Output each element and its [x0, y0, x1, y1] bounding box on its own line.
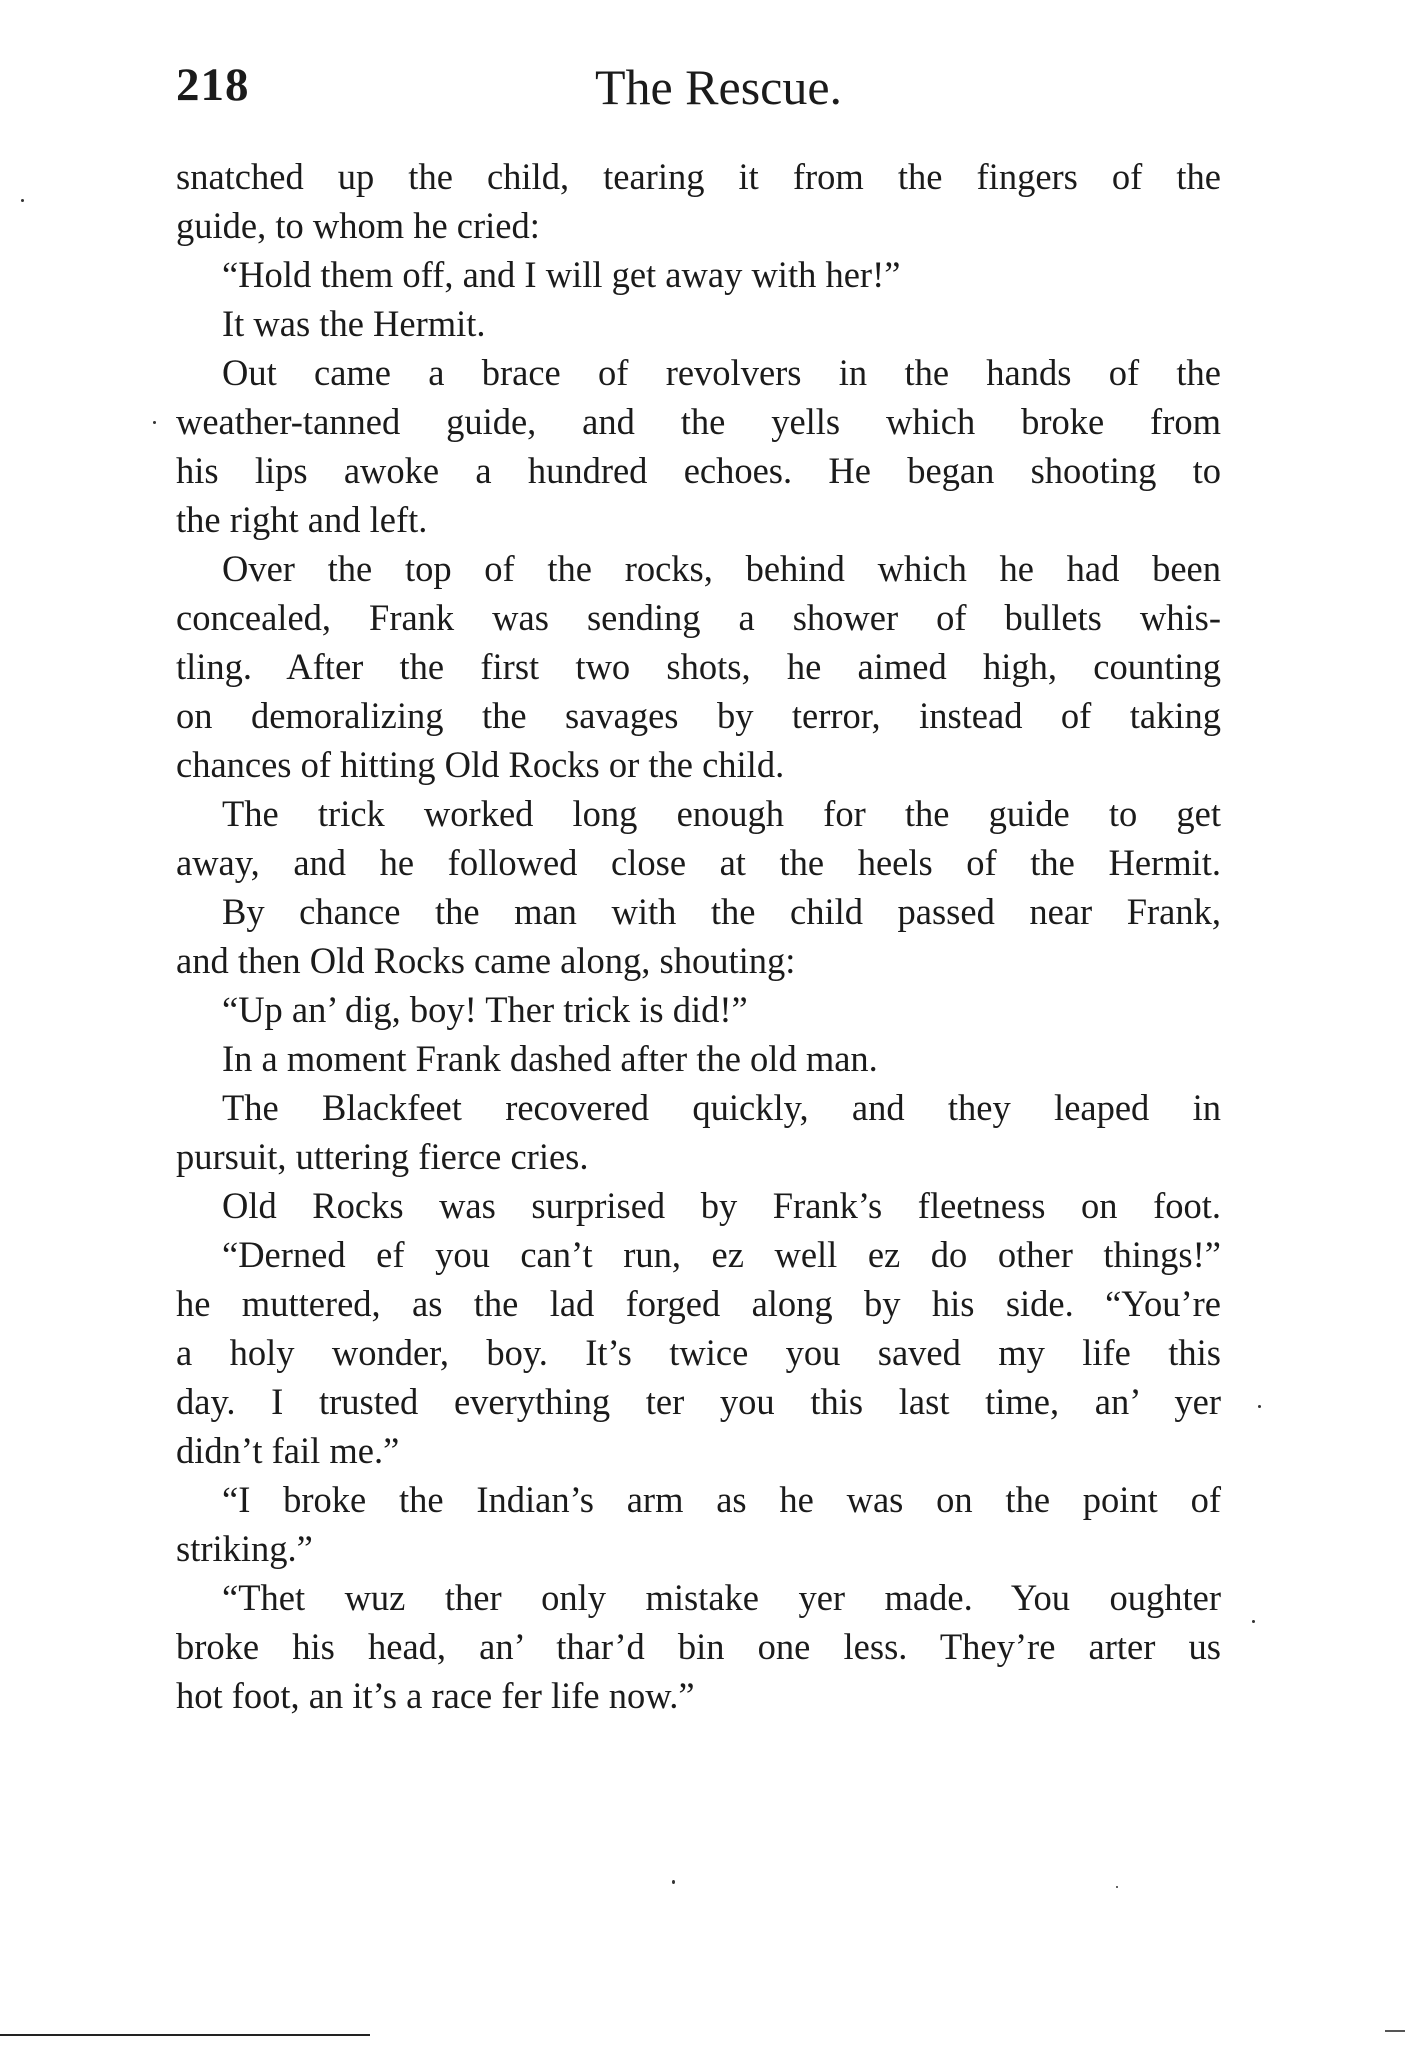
text-line: tling. After the first two shots, he aimed high, counting	[176, 646, 1221, 687]
text-line: the right and left.	[176, 499, 428, 540]
text-line: Out came a brace of revolvers in the hands of the	[222, 352, 1221, 393]
text-line: “Up an’ dig, boy! Ther trick is did!”	[222, 989, 748, 1030]
text-line: concealed, Frank was sending a shower of bullets whis-	[176, 597, 1221, 638]
text-line: In a moment Frank dashed after the old man.	[222, 1038, 878, 1079]
text-line: By chance the man with the child passed near Frank,	[222, 891, 1221, 932]
text-line: Over the top of the rocks, behind which he had been	[222, 548, 1221, 589]
text-line: guide, to whom he cried:	[176, 205, 540, 246]
print-speck	[153, 421, 156, 424]
text-line: broke his head, an’ thar’d bin one less. They’re arter us	[176, 1626, 1221, 1667]
text-line: pursuit, uttering fierce cries.	[176, 1136, 589, 1177]
text-line: on demoralizing the savages by terror, instead of taking	[176, 695, 1221, 736]
text-line: away, and he followed close at the heels of the Hermit.	[176, 842, 1221, 883]
text-line: It was the Hermit.	[222, 303, 486, 344]
text-line: he muttered, as the lad forged along by his side. “You’re	[176, 1283, 1221, 1324]
text-line: “Derned ef you can’t run, ez well ez do other things!”	[222, 1234, 1221, 1275]
running-title: The Rescue.	[594, 59, 843, 115]
text-line: didn’t fail me.”	[176, 1430, 400, 1471]
text-line: hot foot, an it’s a race fer life now.”	[176, 1675, 695, 1716]
text-line: a holy wonder, boy. It’s twice you saved my life this	[176, 1332, 1221, 1373]
print-speck	[672, 1880, 675, 1884]
text-line: The trick worked long enough for the guide to get	[222, 793, 1221, 834]
text-line: chances of hitting Old Rocks or the child.	[176, 744, 785, 785]
print-speck	[1116, 1886, 1118, 1888]
print-speck	[21, 199, 24, 202]
text-line: day. I trusted everything ter you this last time, an’ yer	[176, 1381, 1221, 1422]
page-header	[176, 58, 1221, 128]
footer-mark	[1385, 2030, 1405, 2032]
text-line: striking.”	[176, 1528, 313, 1569]
text-line: “Hold them off, and I will get away with her!”	[222, 254, 901, 295]
page-number: 218	[176, 59, 250, 111]
text-line: Old Rocks was surprised by Frank’s fleetness on foot.	[222, 1185, 1221, 1226]
text-line: “I broke the Indian’s arm as he was on the point of	[222, 1479, 1221, 1520]
print-speck	[1252, 1620, 1255, 1623]
text-line: weather-tanned guide, and the yells which broke from	[176, 401, 1221, 442]
text-line: his lips awoke a hundred echoes. He began shooting to	[176, 450, 1221, 491]
text-line: “Thet wuz ther only mistake yer made. You oughter	[222, 1577, 1221, 1618]
text-line: and then Old Rocks came along, shouting:	[176, 940, 796, 981]
body-text	[176, 152, 1221, 1720]
text-line: The Blackfeet recovered quickly, and they leaped in	[222, 1087, 1221, 1128]
print-speck	[1258, 1405, 1261, 1408]
footer-rule	[0, 2034, 370, 2036]
text-line: snatched up the child, tearing it from the fingers of the	[176, 156, 1221, 197]
